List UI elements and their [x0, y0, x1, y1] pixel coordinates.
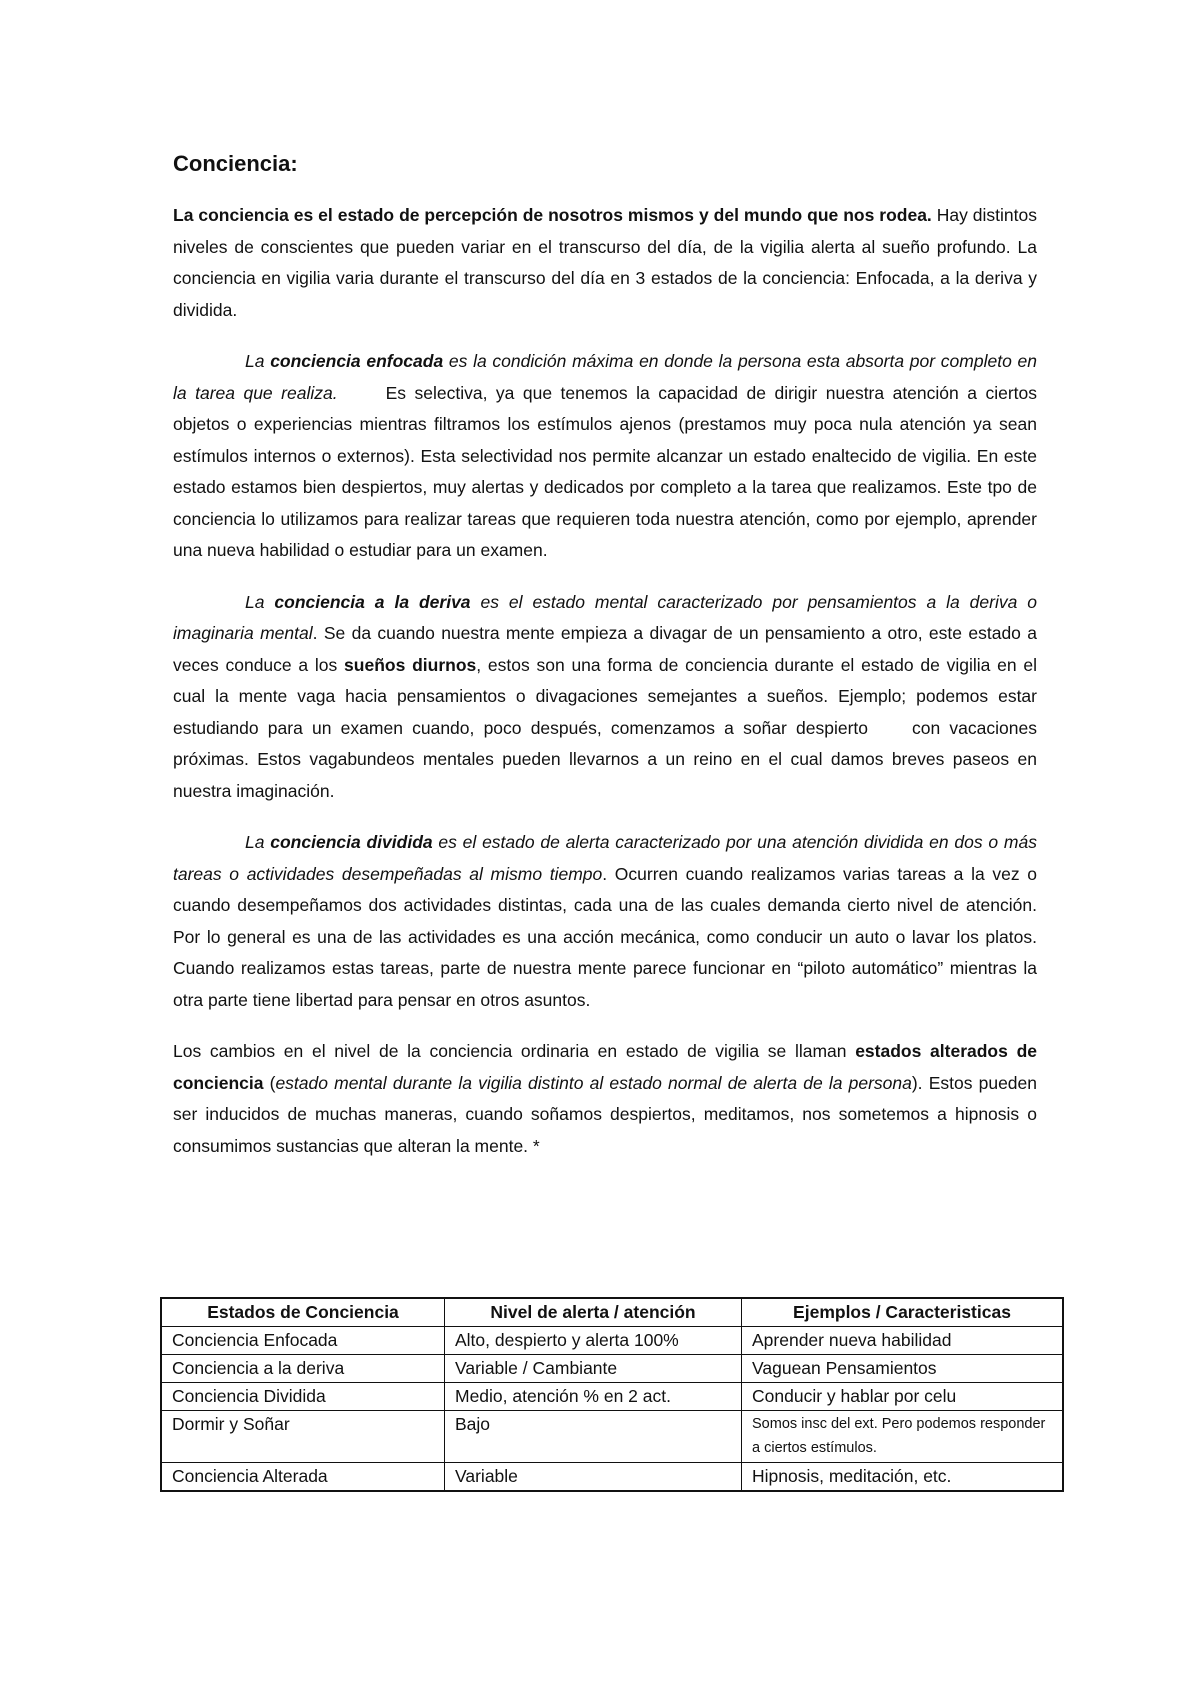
table-cell: Conciencia Dividida: [161, 1383, 445, 1411]
intro-bold-lead: La conciencia es el estado de percepción de nosotros mismos y del mundo que nos rodea.: [173, 205, 932, 225]
document-body: [173, 150, 1037, 1182]
divided-italic-2: es el estado de alerta caracterizado por una atención dividida en dos o más tareas o actividades desempeñadas al mismo tiempo: [173, 832, 1037, 884]
drifting-term: conciencia a la deriva: [274, 591, 471, 612]
table-cell: Variable: [445, 1463, 742, 1492]
table-cell: Conciencia a la deriva: [161, 1355, 445, 1383]
table-row: [161, 1463, 1063, 1492]
page-title: Conciencia:: [173, 151, 298, 176]
altered-text-3: ). Estos pueden ser inducidos de muchas maneras, cuando soñamos despiertos, meditamos, nos sometemos a hipnosis o consumimos sustancias que alteran la mente. *: [173, 1072, 1038, 1156]
paragraph-intro: [173, 200, 1037, 326]
table-cell: Aprender nueva habilidad: [742, 1327, 1064, 1355]
column-header: Nivel de alerta / atención: [445, 1298, 742, 1327]
table-cell: Conducir y hablar por celu: [742, 1383, 1064, 1411]
table-row: [161, 1355, 1063, 1383]
altered-term: estados alterados de conciencia: [173, 1041, 1037, 1093]
divided-text: . Ocurren cuando realizamos varias tareas a la vez o cuando desempeñamos dos actividades distintas, cada una de las cuales demanda cierto nivel de atención. Por lo general es una de las actividades es una acción mecánica, como conducir un auto o lavar los platos. Cuando realizamos estas tareas, parte de nuestra mente parece funcionar en “piloto automático” mientras la otra parte tiene libertad para pensar en otros asuntos.: [173, 863, 1037, 1010]
table-header-row: [161, 1298, 1063, 1327]
focused-italic-2: es la condición máxima en donde la persona esta absorta por completo en la tarea que realiza.: [173, 351, 1037, 403]
drifting-text-2: , estos son una forma de conciencia durante el estado de vigilia en el cual la mente vaga hacia pensamientos o divagaciones semejantes a sueños. Ejemplo; podemos estar estudiando para un examen cuando, poco después, comenzamos a soñar despierto: [173, 654, 1037, 738]
column-header: Estados de Conciencia: [161, 1298, 445, 1327]
drifting-italic-2: es el estado mental caracterizado por pensamientos a la deriva o imaginaria mental: [173, 591, 1037, 643]
altered-definition: estado mental durante la vigilia distinto al estado normal de alerta de la persona: [275, 1072, 912, 1093]
drifting-italic-1: La: [245, 591, 275, 612]
drifting-text-3: con vacaciones próximas. Estos vagabundeos mentales pueden llevarnos a un reino en el cual damos breves paseos en nuestra imaginación.: [173, 717, 1037, 801]
states-table: [160, 1297, 1064, 1492]
intro-text: Hay distintos niveles de conscientes que pueden variar en el transcurso del día, de la vigilia alerta al sueño profundo. La conciencia en vigilia varia durante el transcurso del día en 3 estados de la conciencia: Enfocada, a la deriva y dividida.: [173, 205, 1038, 320]
altered-text-1: Los cambios en el nivel de la conciencia ordinaria en estado de vigilia se llaman: [173, 1041, 856, 1061]
table-cell: Medio, atención % en 2 act.: [445, 1383, 742, 1411]
column-header: Ejemplos / Caracteristicas: [742, 1298, 1064, 1327]
altered-text-2: (: [263, 1072, 276, 1093]
focused-text: Es selectiva, ya que tenemos la capacidad de dirigir nuestra atención a ciertos objetos o experiencias mientras filtramos los estímulos ajenos (prestamos muy poca nula atención ya sean estímulos internos o externos). Esta selectividad nos permite alcanzar un estado enaltecido de vigilia. En este estado estamos bien despiertos, muy alertas y dedicados por completo a la tarea que realizamos. Este tpo de conciencia lo utilizamos para realizar tareas que requieren toda nuestra atención, como por ejemplo, aprender una nueva habilidad o estudiar para un examen.: [173, 382, 1037, 560]
table-cell: Variable / Cambiante: [445, 1355, 742, 1383]
table-row: [161, 1327, 1063, 1355]
focused-italic-1: La: [245, 351, 271, 371]
divided-italic-1: La: [245, 832, 271, 852]
paragraph-divided: [173, 827, 1037, 1016]
table-cell: Conciencia Enfocada: [161, 1327, 445, 1355]
table-cell: Conciencia Alterada: [161, 1463, 445, 1492]
divided-term: conciencia dividida: [270, 832, 433, 852]
focused-term: conciencia enfocada: [270, 351, 444, 371]
paragraph-altered: [173, 1036, 1037, 1162]
daydreams-term: sueños diurnos: [344, 654, 477, 675]
drifting-text-1: . Se da cuando nuestra mente empieza a divagar de un pensamiento a otro, este estado a veces conduce a los: [173, 623, 1037, 675]
table-cell: Hipnosis, meditación, etc.: [742, 1463, 1064, 1492]
table-cell: Vaguean Pensamientos: [742, 1355, 1064, 1383]
table-cell: Dormir y Soñar: [161, 1411, 445, 1463]
table-row: [161, 1383, 1063, 1411]
paragraph-focused: [173, 346, 1037, 567]
paragraph-drifting: [173, 587, 1037, 808]
table-cell: Somos insc del ext. Pero podemos responder a ciertos estímulos.: [742, 1411, 1064, 1463]
table-row: [161, 1411, 1063, 1463]
table-cell: Alto, despierto y alerta 100%: [445, 1327, 742, 1355]
table-cell: Bajo: [445, 1411, 742, 1463]
